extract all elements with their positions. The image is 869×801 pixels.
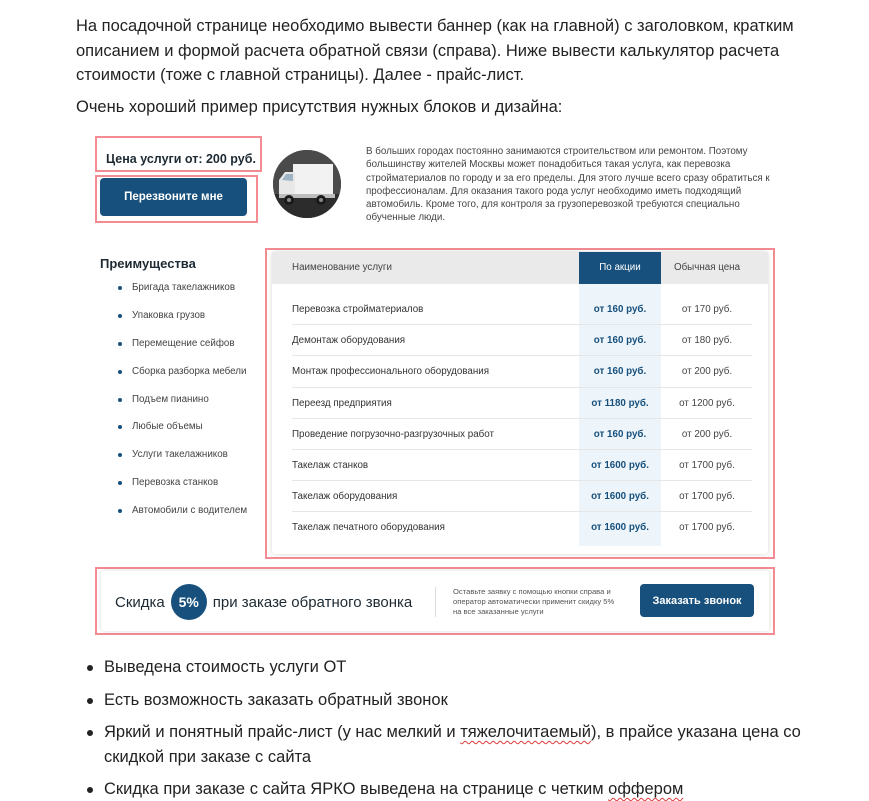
table-row bbox=[292, 450, 752, 481]
advantage-item: Услуги такелажников bbox=[118, 447, 247, 475]
table-row bbox=[292, 294, 752, 325]
service-name: Монтаж профессионального оборудования bbox=[292, 366, 490, 378]
advantage-item: Сборка разборка мебели bbox=[118, 364, 247, 392]
advantage-item: Перемещение сейфов bbox=[118, 336, 247, 364]
price-table bbox=[272, 252, 768, 554]
promo-price: от 1180 руб. bbox=[591, 397, 649, 409]
spellcheck-word: оффером bbox=[608, 780, 684, 798]
intro-paragraph: На посадочной странице необходимо вывести баннер (как на главной) с заголовком, кратким описанием и формой расчета обратной связи (справа). Ниже вывести калькулятор расчета стоимости (тоже с главной страницы). Далее - прайс-лист. bbox=[76, 17, 794, 84]
promo-price: от 1600 руб. bbox=[591, 491, 649, 503]
price-table-header bbox=[272, 252, 768, 284]
regular-price: от 1700 руб. bbox=[679, 491, 735, 503]
service-name: Перевозка стройматериалов bbox=[292, 304, 424, 315]
price-label: Цена услуги от: 200 руб. bbox=[106, 152, 256, 166]
service-name: Такелаж оборудования bbox=[292, 491, 398, 503]
service-description: В больших городах постоянно занимаются строительством или ремонтом. Поэтому большинству жителей Москвы может понадобиться такая услуга, как перевозка стройматериалов по городу и за его пределы. Для этого лучше всего сразу обратиться к профессионалам. Для оказания такого рода услуг необходимо иметь подходящий автомобиль. Кроме того, для контроля за грузоперевозкой требуются специально обученные люди. bbox=[366, 146, 770, 224]
list-item bbox=[86, 720, 806, 769]
discount-offer bbox=[115, 586, 412, 618]
header-promo-price: По акции bbox=[579, 252, 661, 284]
promo-price: от 160 руб. bbox=[593, 428, 647, 440]
discount-badge: 5% bbox=[171, 584, 207, 620]
service-name: Такелаж станков bbox=[292, 459, 369, 471]
advantage-item: Любые объемы bbox=[118, 419, 247, 447]
regular-price: от 170 руб. bbox=[681, 304, 733, 315]
table-row bbox=[292, 481, 752, 512]
discount-divider bbox=[435, 587, 436, 617]
advantage-item: Автомобили с водителем bbox=[118, 503, 247, 531]
bullet-text: Скидка при заказе с сайта ЯРКО выведена на странице с четким bbox=[104, 780, 609, 798]
promo-price: от 160 руб. bbox=[593, 366, 647, 378]
table-row bbox=[292, 512, 752, 543]
table-row bbox=[292, 388, 752, 419]
list-item bbox=[86, 688, 806, 713]
regular-price: от 1700 руб. bbox=[679, 522, 735, 534]
service-name: Такелаж печатного оборудования bbox=[292, 522, 445, 534]
promo-price: от 1600 руб. bbox=[591, 459, 649, 471]
example-caption: Очень хороший пример присутствия нужных блоков и дизайна: bbox=[76, 98, 563, 116]
order-call-button[interactable]: Заказать звонок bbox=[640, 584, 754, 617]
service-name: Проведение погрузочно-разгрузочных работ bbox=[292, 428, 494, 440]
discount-prefix: Скидка bbox=[115, 593, 165, 611]
spellcheck-word: тяжелочитаемый bbox=[460, 723, 591, 741]
table-row bbox=[292, 419, 752, 450]
price-table-body bbox=[292, 294, 752, 544]
table-row bbox=[292, 325, 752, 356]
truck-photo-icon bbox=[273, 150, 341, 218]
advantage-item: Подъем пианино bbox=[118, 392, 247, 420]
discount-suffix: при заказе обратного звонка bbox=[212, 593, 413, 611]
bullet-text: Есть возможность заказать обратный звонок bbox=[104, 690, 448, 709]
example-screenshot bbox=[90, 130, 780, 640]
advantages-title: Преимущества bbox=[100, 256, 196, 271]
regular-price: от 180 руб. bbox=[681, 335, 733, 347]
bullet-text: Выведена стоимость услуги ОТ bbox=[104, 658, 347, 676]
regular-price: от 1200 руб. bbox=[679, 397, 735, 409]
promo-price: от 160 руб. bbox=[593, 304, 647, 315]
promo-price: от 160 руб. bbox=[593, 335, 647, 347]
promo-price: от 1600 руб. bbox=[591, 522, 649, 534]
table-row bbox=[292, 356, 752, 387]
advantages-list bbox=[118, 280, 247, 531]
service-name: Демонтаж оборудования bbox=[292, 335, 406, 347]
bullet-text: Яркий и понятный прайс-лист (у нас мелкий и bbox=[104, 723, 461, 741]
regular-price: от 200 руб. bbox=[681, 366, 733, 378]
service-name: Переезд предприятия bbox=[292, 397, 392, 409]
discount-card bbox=[101, 571, 769, 631]
list-item bbox=[86, 777, 806, 801]
advantage-item: Перевозка станков bbox=[118, 475, 247, 503]
bullet-text: ), в прайсе указана цена со скидкой при заказе с сайта bbox=[104, 723, 801, 766]
conclusions-list bbox=[86, 655, 806, 801]
discount-note: Оставьте заявку с помощью кнопки справа и оператор автоматически применит скидку 5% на все заказанные услуги bbox=[453, 587, 615, 616]
list-item bbox=[86, 655, 806, 680]
regular-price: от 200 руб. bbox=[681, 428, 733, 440]
callback-button[interactable]: Перезвоните мне bbox=[100, 178, 247, 216]
header-service-name: Наименование услуги bbox=[292, 262, 392, 273]
advantage-item: Бригада такелажников bbox=[118, 280, 247, 308]
advantage-item: Упаковка грузов bbox=[118, 308, 247, 336]
regular-price: от 1700 руб. bbox=[679, 459, 735, 471]
header-regular-price: Обычная цена bbox=[673, 262, 741, 273]
